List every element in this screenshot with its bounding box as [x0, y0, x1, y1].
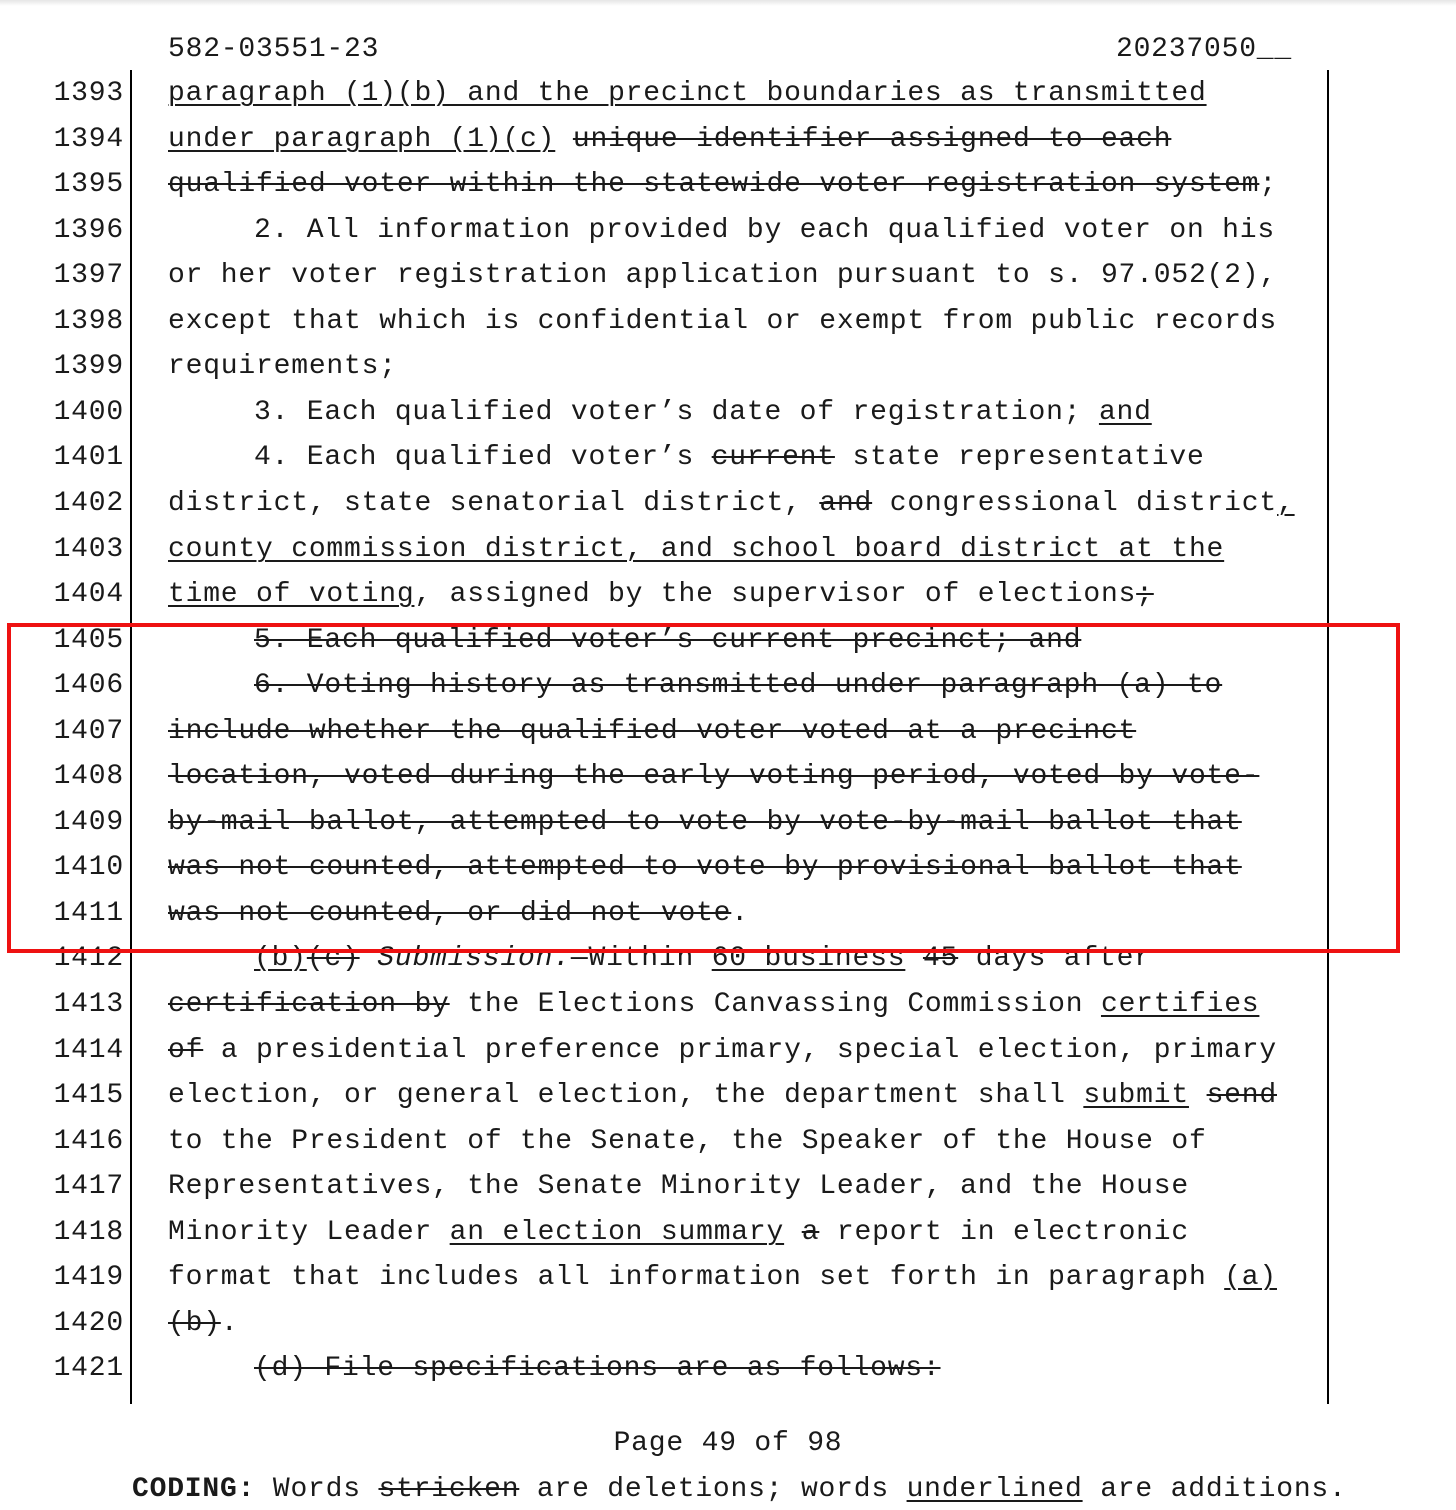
line-number: 1394 [53, 124, 124, 155]
text-segment: 3. Each qualified voter’s date of registration; [254, 397, 1099, 428]
line-number: 1407 [53, 716, 124, 747]
stricken-text: location, voted during the early voting period, voted by vote- [168, 761, 1260, 792]
bill-text-line [254, 442, 1205, 473]
stricken-text: of [168, 1035, 204, 1066]
line-number: 1403 [53, 534, 124, 565]
stricken-text: send [1206, 1080, 1277, 1111]
line-number: 1396 [53, 215, 124, 246]
line-number: 1401 [53, 442, 124, 473]
coding-underlined-example: underlined [906, 1474, 1083, 1505]
coding-label: CODING: [132, 1474, 256, 1505]
bill-text-line [168, 1217, 1189, 1248]
bill-id: 582-03551-23 [168, 34, 380, 65]
underlined-text: submit [1083, 1080, 1189, 1111]
text-segment: to the President of the Senate, the Speaker of the House of [168, 1126, 1207, 1157]
text-segment: or her voter registration application pursuant to s. 97.052(2), [168, 260, 1277, 291]
line-number: 1406 [53, 670, 124, 701]
underlined-text: county commission district, and school board district at the [168, 534, 1225, 565]
bill-text-line [168, 78, 1207, 109]
line-number: 1408 [53, 761, 124, 792]
top-shadow [0, 0, 1456, 6]
text-segment [784, 1217, 802, 1248]
underlined-text: , [1277, 488, 1295, 519]
text-segment: days after [958, 943, 1152, 974]
bill-text-line [168, 579, 1154, 610]
stricken-text: and [819, 488, 873, 519]
line-number: 1420 [53, 1308, 124, 1339]
underlined-text: (a) [1224, 1262, 1277, 1293]
page-number: Page 49 of 98 [613, 1428, 843, 1459]
text-segment: Minority Leader [168, 1217, 450, 1248]
line-number: 1404 [53, 579, 124, 610]
underlined-text: (b) [254, 943, 307, 974]
stricken-text: was not counted, attempted to vote by provisional ballot that [168, 852, 1242, 883]
coding-text-1: Words [255, 1474, 379, 1505]
line-number: 1417 [53, 1171, 124, 1202]
bill-text-line [168, 1126, 1207, 1157]
text-segment: 4. Each qualified voter’s [254, 442, 712, 473]
bill-text-line [168, 1308, 238, 1339]
line-number: 1419 [53, 1262, 124, 1293]
text-segment: format that includes all information set forth in paragraph [168, 1262, 1225, 1293]
line-number: 1421 [53, 1353, 124, 1384]
line-number: 1405 [53, 625, 124, 656]
stricken-text: (b) [168, 1308, 221, 1339]
line-number: 1414 [53, 1035, 124, 1066]
bill-text-line [168, 1262, 1277, 1293]
coding-stricken-example: stricken [378, 1474, 520, 1505]
text-segment: —Within [570, 943, 712, 974]
line-number: 1400 [53, 397, 124, 428]
stricken-text: include whether the qualified voter voted at a precinct [168, 716, 1137, 747]
line-number: 1413 [53, 989, 124, 1020]
text-segment: Submission. [377, 943, 571, 974]
underlined-text: under paragraph (1)(c) [168, 124, 556, 155]
text-segment: report in electronic [819, 1217, 1189, 1248]
underlined-text: and [1098, 397, 1152, 428]
bill-text-line [168, 989, 1259, 1020]
underlined-text: an election summary [449, 1217, 785, 1248]
coding-legend [132, 1474, 1347, 1505]
stricken-text: certification by [168, 989, 450, 1020]
text-segment: the Elections Canvassing Commission [449, 989, 1101, 1020]
bill-text-line [254, 215, 1275, 246]
text-segment: except that which is confidential or exempt from public records [168, 306, 1277, 337]
line-number: 1393 [53, 78, 124, 109]
bill-text-line [168, 488, 1295, 519]
draft-code: 20237050__ [1115, 34, 1292, 65]
bill-text-line [168, 1171, 1189, 1202]
bill-text-line [168, 534, 1224, 565]
line-number: 1411 [53, 898, 124, 929]
line-number: 1398 [53, 306, 124, 337]
line-number: 1399 [53, 351, 124, 382]
stricken-text: by-mail ballot, attempted to vote by vote-by-mail ballot that [168, 807, 1242, 838]
stricken-text: unique identifier assigned to each [572, 124, 1172, 155]
stricken-text: ; [1136, 579, 1154, 610]
bill-text-line [254, 1353, 941, 1384]
text-segment: district, state senatorial district, [168, 488, 820, 519]
text-segment: election, or general election, the department shall [168, 1080, 1084, 1111]
line-number: 1415 [53, 1080, 124, 1111]
line-number: 1412 [53, 943, 124, 974]
text-segment: . [731, 898, 749, 929]
stricken-text: a [801, 1217, 820, 1248]
bill-text-line [168, 169, 1277, 200]
stricken-text: qualified voter within the statewide voter registration system [168, 169, 1260, 200]
text-segment [555, 124, 573, 155]
text-segment: requirements; [168, 351, 397, 382]
line-number: 1397 [53, 260, 124, 291]
stricken-text: 5. Each qualified voter’s current precinct; and [254, 625, 1082, 656]
stricken-text: current [711, 442, 835, 473]
underlined-text: certifies [1100, 989, 1260, 1020]
coding-text-2: are deletions; words [519, 1474, 907, 1505]
line-number: 1410 [53, 852, 124, 883]
line-number: 1402 [53, 488, 124, 519]
text-segment: , assigned by the supervisor of elections [414, 579, 1137, 610]
text-segment: ; [1259, 169, 1277, 200]
bill-text-line [168, 260, 1277, 291]
stricken-text: (d) File specifications are as follows: [254, 1353, 941, 1384]
bill-text-line [168, 1035, 1277, 1066]
underlined-text: 60 business [711, 943, 906, 974]
stricken-text: was not counted, or did not vote [168, 898, 732, 929]
text-segment: congressional district [872, 488, 1277, 519]
text-segment: state representative [834, 442, 1205, 473]
text-segment: . [220, 1308, 239, 1339]
underlined-text: paragraph (1)(b) and the precinct boundaries as transmitted [168, 78, 1207, 109]
text-segment: 2. All information provided by each qualified voter on his [254, 215, 1275, 246]
text-segment: Representatives, the Senate Minority Leader, and the House [168, 1171, 1189, 1202]
bill-text-line [168, 351, 397, 382]
line-number: 1418 [53, 1217, 124, 1248]
bill-text-line [168, 124, 1171, 155]
line-number: 1395 [53, 169, 124, 200]
bill-text-line [254, 397, 1152, 428]
text-segment: a presidential preference primary, special election, primary [203, 1035, 1277, 1066]
text-segment [1189, 1080, 1207, 1111]
stricken-text: (c) [306, 943, 360, 974]
stricken-text: 45 [922, 943, 959, 974]
highlight-box [7, 623, 1400, 953]
underlined-text: time of voting [168, 579, 415, 610]
stricken-text: 6. Voting history as transmitted under paragraph (a) to [254, 670, 1223, 701]
line-number: 1416 [53, 1126, 124, 1157]
bill-text-line [168, 306, 1277, 337]
bill-text-line [168, 1080, 1277, 1111]
coding-text-3: are additions. [1082, 1474, 1347, 1505]
line-number: 1409 [53, 807, 124, 838]
